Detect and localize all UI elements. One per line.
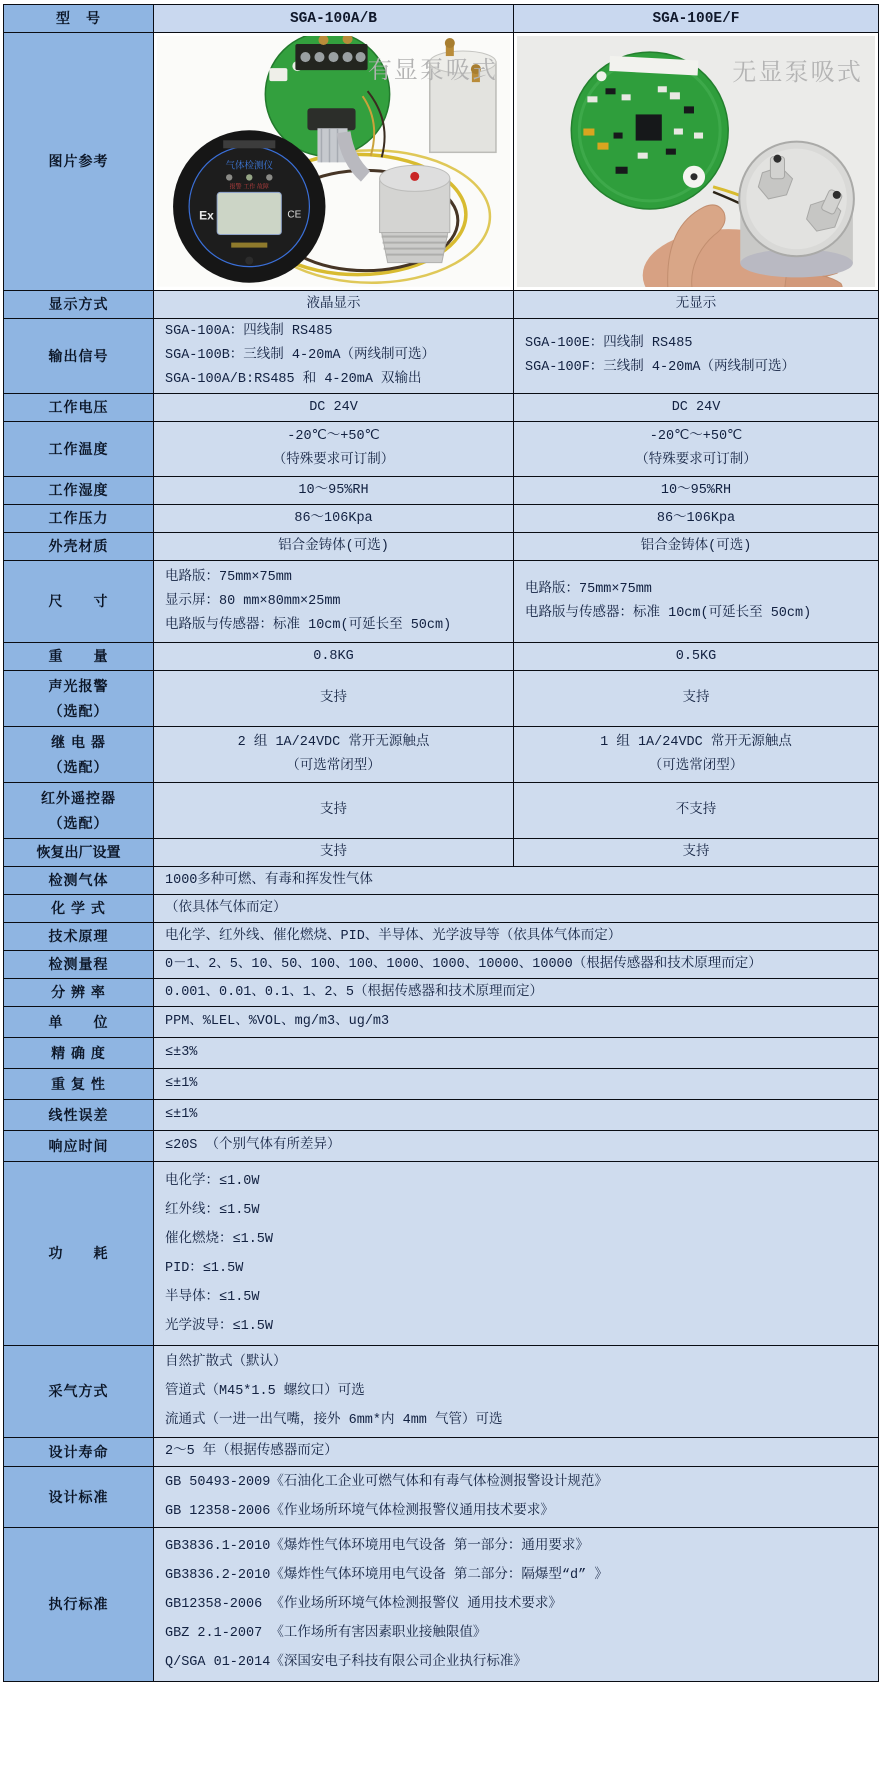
cell-line: 自然扩散式（默认） xyxy=(165,1355,287,1371)
cell-full xyxy=(154,1467,879,1528)
cell-line: 支持 xyxy=(320,802,347,818)
cell-left xyxy=(154,533,514,561)
row-label: 设计寿命 xyxy=(4,1438,154,1467)
cell-line: ≤±3% xyxy=(165,1045,198,1061)
row-label-line: 红外遥控器 xyxy=(41,789,116,806)
cell-line: （特殊要求可订制） xyxy=(272,453,395,469)
cell-line: 0.001、0.01、0.1、1、2、5（根据传感器和技术原理而定） xyxy=(165,984,544,1000)
cell-line: DC 24V xyxy=(671,399,721,415)
row-formula xyxy=(4,895,879,923)
cell-full xyxy=(154,1528,879,1682)
cell-full xyxy=(154,1346,879,1438)
cell-right xyxy=(514,477,879,505)
row-response-time xyxy=(4,1131,879,1162)
product-photo-sga100ab xyxy=(157,36,510,287)
row-alarm xyxy=(4,671,879,727)
row-label: 工作温度 xyxy=(4,422,154,477)
model-col-left: SGA-100A/B xyxy=(154,5,514,33)
product-photo-sga100ef xyxy=(517,36,875,287)
cell-full xyxy=(154,1100,879,1131)
device-ce-mark: CE xyxy=(287,209,302,221)
cell-full xyxy=(154,867,879,895)
cell-line: Q/SGA 01-2014《深国安电子科技有限公司企业执行标准》 xyxy=(165,1655,527,1671)
cell-line: PID：≤1.5W xyxy=(165,1260,244,1276)
cell-full xyxy=(154,1131,879,1162)
cell-line: GB3836.1-2010《爆炸性气体环境用电气设备 第一部分：通用要求》 xyxy=(165,1539,589,1555)
row-label: 设计标准 xyxy=(4,1467,154,1528)
cell-line: 光学波导：≤1.5W xyxy=(165,1318,274,1334)
cell-line: GB 50493-2009《石油化工企业可燃气体和有毒气体检测报警设计规范》 xyxy=(165,1475,608,1491)
cell-line: 2 组 1A/24VDC 常开无源触点 xyxy=(237,734,430,750)
cell-line: 半导体：≤1.5W xyxy=(165,1289,260,1305)
cell-line: 催化燃烧：≤1.5W xyxy=(165,1231,274,1247)
cell-full xyxy=(154,979,879,1007)
cell-line: 2～5 年（根据传感器而定） xyxy=(165,1444,338,1460)
device-ex-mark: Ex xyxy=(199,208,214,223)
cell-line: ≤±1% xyxy=(165,1076,198,1092)
row-display xyxy=(4,291,879,319)
cell-line: 铝合金铸体(可选) xyxy=(278,538,389,554)
cell-line: 1000多种可燃、有毒和挥发性气体 xyxy=(165,872,373,888)
cell-left xyxy=(154,291,514,319)
row-label: 重 量 xyxy=(4,643,154,671)
row-label: 技术原理 xyxy=(4,923,154,951)
row-design-standard xyxy=(4,1467,879,1528)
row-unit xyxy=(4,1007,879,1038)
cell-left xyxy=(154,422,514,477)
row-label xyxy=(4,783,154,839)
row-exec-standard xyxy=(4,1528,879,1682)
cell-full xyxy=(154,1038,879,1069)
cell-right xyxy=(514,643,879,671)
cell-right xyxy=(514,783,879,839)
cell-line: 液晶显示 xyxy=(306,296,361,312)
cell-line: 流通式（一进一出气嘴，接外 6mm*内 4mm 气管）可选 xyxy=(165,1413,503,1429)
cell-left xyxy=(154,783,514,839)
cell-line: 10～95%RH xyxy=(660,482,732,498)
row-design-life xyxy=(4,1438,879,1467)
cell-line: 1 组 1A/24VDC 常开无源触点 xyxy=(600,734,792,750)
cell-right xyxy=(514,505,879,533)
row-label xyxy=(4,727,154,783)
row-label-line: 声光报警 xyxy=(48,677,109,694)
sensor-cylinder-top xyxy=(739,142,854,278)
row-label-line: （选配） xyxy=(48,814,109,831)
cell-left xyxy=(154,505,514,533)
cell-line: 电路版：75mm×75mm xyxy=(165,569,292,585)
row-label: 重 复 性 xyxy=(4,1069,154,1100)
row-label: 精 确 度 xyxy=(4,1038,154,1069)
gas-detector-device xyxy=(173,131,325,283)
row-label: 工作电压 xyxy=(4,394,154,422)
row-label-line: （选配） xyxy=(48,758,109,775)
row-range xyxy=(4,951,879,979)
row-relay xyxy=(4,727,879,783)
cell-line: GBZ 2.1-2007 《工作场所有害因素职业接触限值》 xyxy=(165,1626,487,1642)
cell-full xyxy=(154,895,879,923)
cell-left xyxy=(154,839,514,867)
cell-line: （可选常闭型） xyxy=(286,758,381,774)
row-label: 功 耗 xyxy=(4,1162,154,1346)
cell-right xyxy=(514,839,879,867)
row-remote xyxy=(4,783,879,839)
row-weight xyxy=(4,643,879,671)
cell-line: 铝合金铸体(可选) xyxy=(640,538,752,554)
cell-right xyxy=(514,671,879,727)
row-label-line: （选配） xyxy=(48,702,109,719)
row-linearity xyxy=(4,1100,879,1131)
cell-right xyxy=(514,727,879,783)
cell-right xyxy=(514,291,879,319)
row-principle xyxy=(4,923,879,951)
cell-line: ≤20S （个别气体有所差异） xyxy=(165,1138,341,1154)
cell-line: 无显示 xyxy=(675,296,717,312)
row-label: 响应时间 xyxy=(4,1131,154,1162)
cell-full xyxy=(154,951,879,979)
row-label xyxy=(4,671,154,727)
cell-full xyxy=(154,1162,879,1346)
cell-line: （依具体气体而定） xyxy=(165,900,287,916)
cell-full xyxy=(154,1069,879,1100)
row-size xyxy=(4,561,879,643)
left-photo-watermark: 有显泵吸式 xyxy=(367,57,498,85)
row-label: 显示方式 xyxy=(4,291,154,319)
right-photo-watermark: 无显泵吸式 xyxy=(732,59,863,87)
row-label: 恢复出厂设置 xyxy=(4,839,154,867)
photo-cell-left xyxy=(154,33,514,291)
model-col-right: SGA-100E/F xyxy=(514,5,879,33)
cell-right xyxy=(514,561,879,643)
cell-line: 电路版与传感器：标准 10cm(可延长至 50cm) xyxy=(165,617,452,633)
cell-line: 86～106Kpa xyxy=(656,510,736,526)
row-accuracy xyxy=(4,1038,879,1069)
row-label: 外壳材质 xyxy=(4,533,154,561)
row-temperature xyxy=(4,422,879,477)
cell-line: SGA-100E：四线制 RS485 xyxy=(525,336,693,352)
device-title-text: 气体检测仪 xyxy=(225,160,274,172)
cell-line: 显示屏：80 mm×80mm×25mm xyxy=(165,593,341,609)
photo-row xyxy=(4,33,879,291)
row-sampling xyxy=(4,1346,879,1438)
row-pressure xyxy=(4,505,879,533)
cell-line: 电化学、红外线、催化燃烧、PID、半导体、光学波导等（依具体气体而定） xyxy=(165,928,622,944)
cell-line: ≤±1% xyxy=(165,1107,198,1123)
row-voltage xyxy=(4,394,879,422)
cell-right xyxy=(514,319,879,394)
cell-right xyxy=(514,422,879,477)
photo-row-label: 图片参考 xyxy=(4,33,154,291)
row-label: 分 辨 率 xyxy=(4,979,154,1007)
photo-cell-right xyxy=(514,33,879,291)
device-led-labels: 报警 工作 故障 xyxy=(229,184,269,191)
cell-line: SGA-100A/B:RS485 和 4-20mA 双输出 xyxy=(165,372,422,388)
cell-line: SGA-100B：三线制 4-20mA（两线制可选） xyxy=(165,348,436,364)
cell-line: 0.5KG xyxy=(675,648,717,664)
row-label: 检测量程 xyxy=(4,951,154,979)
cell-line: GB3836.2-2010《爆炸性气体环境用电气设备 第二部分：隔爆型“d” 》 xyxy=(165,1568,608,1584)
cell-line: 支持 xyxy=(682,844,710,860)
row-label: 输出信号 xyxy=(4,319,154,394)
cell-right xyxy=(514,533,879,561)
cell-full xyxy=(154,923,879,951)
cell-line: 支持 xyxy=(320,690,347,706)
cell-line: GB12358-2006 《作业场所环境气体检测报警仪 通用技术要求》 xyxy=(165,1597,562,1613)
cell-line: 电路版与传感器：标准 10cm(可延长至 50cm) xyxy=(525,605,812,621)
row-shell-material xyxy=(4,533,879,561)
cell-full xyxy=(154,1438,879,1467)
cell-left xyxy=(154,561,514,643)
cell-line: SGA-100F：三线制 4-20mA（两线制可选） xyxy=(525,360,796,376)
cell-line: 支持 xyxy=(320,844,347,860)
header-row xyxy=(4,5,879,33)
cell-line: 支持 xyxy=(682,690,710,706)
cell-left xyxy=(154,643,514,671)
cell-right xyxy=(514,394,879,422)
spec-table xyxy=(3,4,879,1682)
pump-cylinder xyxy=(430,38,496,152)
row-label-line: 继 电 器 xyxy=(51,733,106,750)
cell-line: 电化学：≤1.0W xyxy=(165,1173,260,1189)
cell-line: PPM、%LEL、%VOL、mg/m3、ug/m3 xyxy=(165,1014,390,1030)
cell-left xyxy=(154,671,514,727)
cell-line: （可选常闭型） xyxy=(648,758,744,774)
row-label: 尺 寸 xyxy=(4,561,154,643)
row-factory-reset xyxy=(4,839,879,867)
row-output-signal xyxy=(4,319,879,394)
row-label: 化 学 式 xyxy=(4,895,154,923)
cell-line: 10～95%RH xyxy=(298,482,369,498)
cell-left xyxy=(154,727,514,783)
cell-line: 电路版：75mm×75mm xyxy=(525,581,652,597)
row-label: 采气方式 xyxy=(4,1346,154,1438)
cell-left xyxy=(154,477,514,505)
model-label: 型 号 xyxy=(4,5,154,33)
row-label: 执行标准 xyxy=(4,1528,154,1682)
row-humidity xyxy=(4,477,879,505)
sensor-cylinder xyxy=(380,166,450,263)
cell-line: 86～106Kpa xyxy=(294,510,373,526)
row-label: 工作压力 xyxy=(4,505,154,533)
cell-line: 管道式（M45*1.5 螺纹口）可选 xyxy=(165,1384,365,1400)
row-power xyxy=(4,1162,879,1346)
cell-line: 不支持 xyxy=(675,802,717,818)
cell-line: GB 12358-2006《作业场所环境气体检测报警仪通用技术要求》 xyxy=(165,1504,554,1520)
cell-left xyxy=(154,319,514,394)
row-resolution xyxy=(4,979,879,1007)
row-label: 单 位 xyxy=(4,1007,154,1038)
row-label: 检测气体 xyxy=(4,867,154,895)
row-label: 线性误差 xyxy=(4,1100,154,1131)
row-label: 工作湿度 xyxy=(4,477,154,505)
cell-line: SGA-100A：四线制 RS485 xyxy=(165,324,333,340)
cell-line: 红外线：≤1.5W xyxy=(165,1202,260,1218)
row-gases xyxy=(4,867,879,895)
cell-full xyxy=(154,1007,879,1038)
row-repeatability xyxy=(4,1069,879,1100)
cell-line: DC 24V xyxy=(309,399,358,415)
cell-left xyxy=(154,394,514,422)
cell-line: 0－1、2、5、10、50、100、100、1000、1000、10000、10000（根据传感器和技术原理而定） xyxy=(165,956,762,972)
cell-line: （特殊要求可订制） xyxy=(635,453,757,469)
cell-line: -20℃～+50℃ xyxy=(649,429,743,445)
cell-line: 0.8KG xyxy=(313,648,354,664)
cell-line: -20℃～+50℃ xyxy=(287,429,380,445)
